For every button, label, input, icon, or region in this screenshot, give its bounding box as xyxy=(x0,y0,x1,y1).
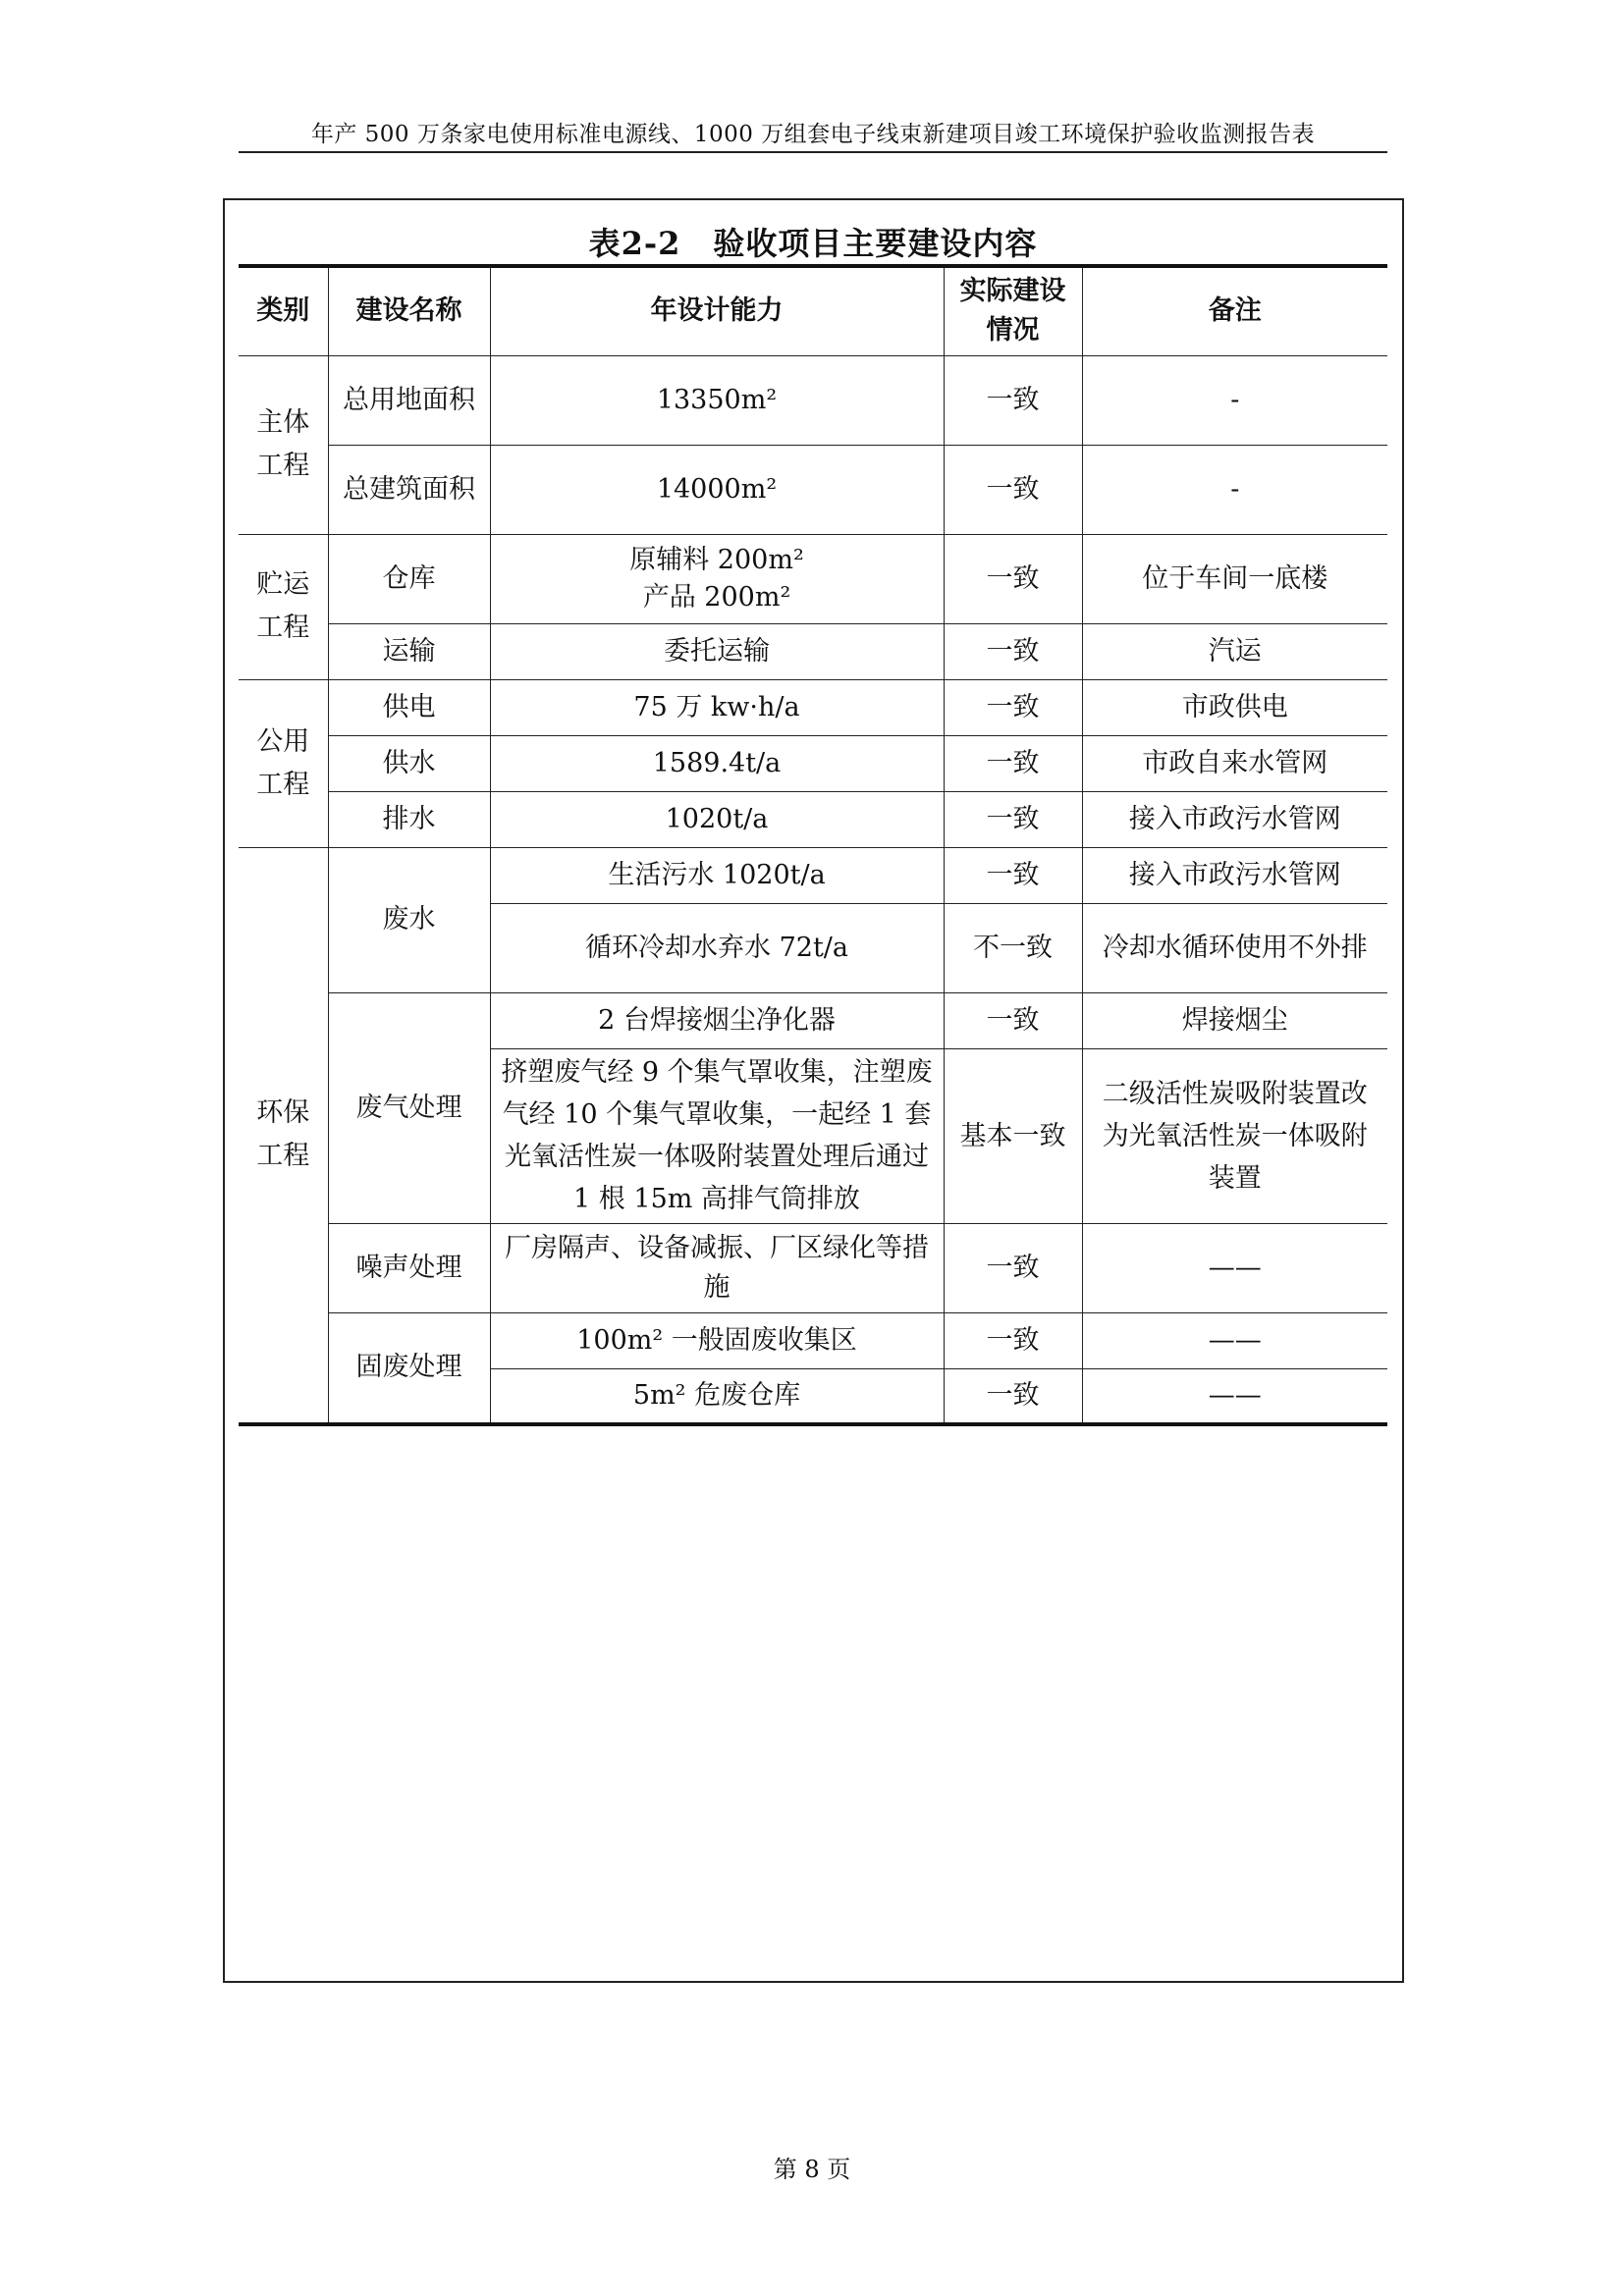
row-note: 接入市政污水管网 xyxy=(1082,791,1387,847)
table-row xyxy=(239,791,1387,847)
row-capacity: 2 台焊接烟尘净化器 xyxy=(490,992,944,1048)
row-status: 一致 xyxy=(944,735,1082,791)
col-header-name: 建设名称 xyxy=(328,266,490,355)
row-capacity: 5m² 危废仓库 xyxy=(490,1368,944,1424)
row-name: 供水 xyxy=(328,735,490,791)
row-capacity: 1589.4t/a xyxy=(490,735,944,791)
category-storage: 贮运工程 xyxy=(239,534,328,679)
row-status: 一致 xyxy=(944,1368,1082,1424)
row-capacity: 挤塑废气经 9 个集气罩收集，注塑废气经 10 个集气罩收集，一起经 1 套光氧活性炭一体吸附装置处理后通过 1 根 15m 高排气筒排放 xyxy=(490,1048,944,1223)
table-row xyxy=(239,1223,1387,1312)
table-header-row xyxy=(239,266,1387,355)
row-status: 一致 xyxy=(944,445,1082,534)
row-name: 运输 xyxy=(328,623,490,679)
row-capacity: 生活污水 1020t/a xyxy=(490,847,944,903)
row-name: 总建筑面积 xyxy=(328,445,490,534)
page-number: 第 8 页 xyxy=(773,2156,851,2183)
capacity-line: 产品 200m² xyxy=(642,581,791,613)
row-capacity: 100m² 一般固废收集区 xyxy=(490,1312,944,1368)
row-note: —— xyxy=(1082,1223,1387,1312)
row-name: 仓库 xyxy=(328,534,490,623)
row-name: 废气处理 xyxy=(328,992,490,1223)
capacity-line: 原辅料 200m² xyxy=(629,544,804,575)
table-title: 表2-2 验收项目主要建设内容 xyxy=(588,225,1038,262)
table-row xyxy=(239,679,1387,735)
row-capacity: 1020t/a xyxy=(490,791,944,847)
row-capacity: 13350m² xyxy=(490,355,944,445)
row-note: 接入市政污水管网 xyxy=(1082,847,1387,903)
category-main: 主体工程 xyxy=(239,355,328,534)
row-status: 一致 xyxy=(944,791,1082,847)
running-header: 年产 500 万条家电使用标准电源线、1000 万组套电子线束新建项目竣工环境保护验收监测报告表 xyxy=(310,122,1316,147)
row-status: 不一致 xyxy=(944,903,1082,992)
table-row xyxy=(239,992,1387,1048)
table-row xyxy=(239,735,1387,791)
row-note: 冷却水循环使用不外排 xyxy=(1082,903,1387,992)
row-status: 一致 xyxy=(944,623,1082,679)
row-status: 一致 xyxy=(944,534,1082,623)
col-header-category: 类别 xyxy=(239,266,328,355)
row-capacity: 14000m² xyxy=(490,445,944,534)
row-name: 总用地面积 xyxy=(328,355,490,445)
row-status: 一致 xyxy=(944,1312,1082,1368)
construction-table xyxy=(239,264,1387,1426)
col-header-status: 实际建设情况 xyxy=(944,266,1082,355)
row-note: 市政自来水管网 xyxy=(1082,735,1387,791)
row-name: 排水 xyxy=(328,791,490,847)
header-rule xyxy=(239,151,1387,153)
table-row xyxy=(239,1312,1387,1368)
row-note: 二级活性炭吸附装置改为光氧活性炭一体吸附装置 xyxy=(1082,1048,1387,1223)
row-name: 废水 xyxy=(328,847,490,992)
row-name: 固废处理 xyxy=(328,1312,490,1424)
row-note: 汽运 xyxy=(1082,623,1387,679)
col-header-note: 备注 xyxy=(1082,266,1387,355)
row-note: —— xyxy=(1082,1312,1387,1368)
row-note: - xyxy=(1082,355,1387,445)
row-capacity: 厂房隔声、设备减振、厂区绿化等措施 xyxy=(490,1223,944,1312)
category-env: 环保工程 xyxy=(239,847,328,1424)
row-capacity: 75 万 kw·h/a xyxy=(490,679,944,735)
row-note: —— xyxy=(1082,1368,1387,1424)
row-note: 市政供电 xyxy=(1082,679,1387,735)
row-capacity: 委托运输 xyxy=(490,623,944,679)
row-status: 一致 xyxy=(944,355,1082,445)
row-note: 焊接烟尘 xyxy=(1082,992,1387,1048)
row-status: 一致 xyxy=(944,847,1082,903)
row-status: 一致 xyxy=(944,992,1082,1048)
table-row xyxy=(239,623,1387,679)
table-row xyxy=(239,355,1387,445)
row-status: 一致 xyxy=(944,679,1082,735)
row-name: 噪声处理 xyxy=(328,1223,490,1312)
row-note: 位于车间一底楼 xyxy=(1082,534,1387,623)
col-header-capacity: 年设计能力 xyxy=(490,266,944,355)
row-capacity: 循环冷却水弃水 72t/a xyxy=(490,903,944,992)
row-status: 基本一致 xyxy=(944,1048,1082,1223)
category-utility: 公用工程 xyxy=(239,679,328,847)
table-row xyxy=(239,445,1387,534)
row-status: 一致 xyxy=(944,1223,1082,1312)
table-row xyxy=(239,847,1387,903)
row-note: - xyxy=(1082,445,1387,534)
row-capacity xyxy=(490,534,944,623)
row-name: 供电 xyxy=(328,679,490,735)
table-row xyxy=(239,534,1387,623)
